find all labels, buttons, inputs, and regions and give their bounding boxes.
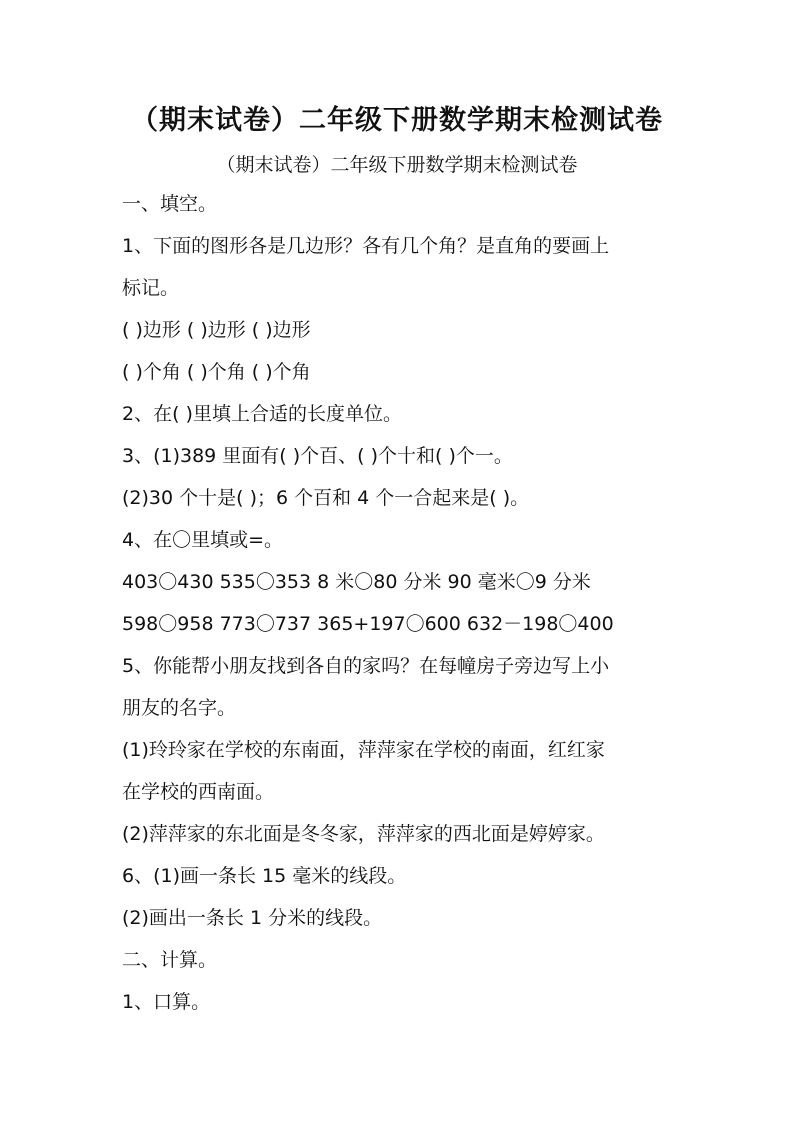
- question-5-part-2: (2)萍萍家的东北面是冬冬家，萍萍家的西北面是婷婷家。: [122, 823, 605, 845]
- question-1-polygon-blanks: ( )边形 ( )边形 ( )边形: [122, 319, 311, 341]
- question-3-part-1: 3、(1)389 里面有( )个百、( )个十和( )个一。: [122, 445, 513, 467]
- calculation-question-1: 1、口算。: [122, 991, 211, 1013]
- page-title: （期末试卷）二年级下册数学期末检测试卷: [131, 105, 663, 136]
- question-5-part-1-line-2: 在学校的西南面。: [122, 781, 275, 803]
- question-1-line-1: 1、下面的图形各是几边形？各有几个角？是直角的要画上: [122, 235, 610, 257]
- question-5-line-2: 朋友的名字。: [122, 697, 237, 719]
- page-subtitle: （期末试卷）二年级下册数学期末检测试卷: [216, 154, 578, 176]
- question-4-comparisons-row-1: 403〇430 535〇353 8 米〇80 分米 90 毫米〇9 分米: [122, 571, 591, 593]
- question-1-angle-blanks: ( )个角 ( )个角 ( )个角: [122, 361, 311, 383]
- question-5-line-1: 5、你能帮小朋友找到各自的家吗？在每幢房子旁边写上小: [122, 655, 610, 677]
- section-heading-fill-blank: 一、填空。: [122, 193, 218, 215]
- question-6-part-2: (2)画出一条长 1 分米的线段。: [122, 907, 383, 929]
- question-4: 4、在〇里填或=。: [122, 529, 284, 551]
- question-6-part-1: 6、(1)画一条长 15 毫米的线段。: [122, 865, 407, 887]
- section-heading-calculation: 二、计算。: [122, 949, 218, 971]
- question-1-line-2: 标记。: [122, 277, 180, 299]
- question-5-part-1-line-1: (1)玲玲家在学校的东南面，萍萍家在学校的南面，红红家: [122, 739, 605, 761]
- question-2: 2、在( )里填上合适的长度单位。: [122, 403, 402, 425]
- question-3-part-2: (2)30 个十是( )；6 个百和 4 个一合起来是( )。: [122, 487, 530, 509]
- question-4-comparisons-row-2: 598〇958 773〇737 365+197〇600 632－198〇400: [122, 613, 614, 635]
